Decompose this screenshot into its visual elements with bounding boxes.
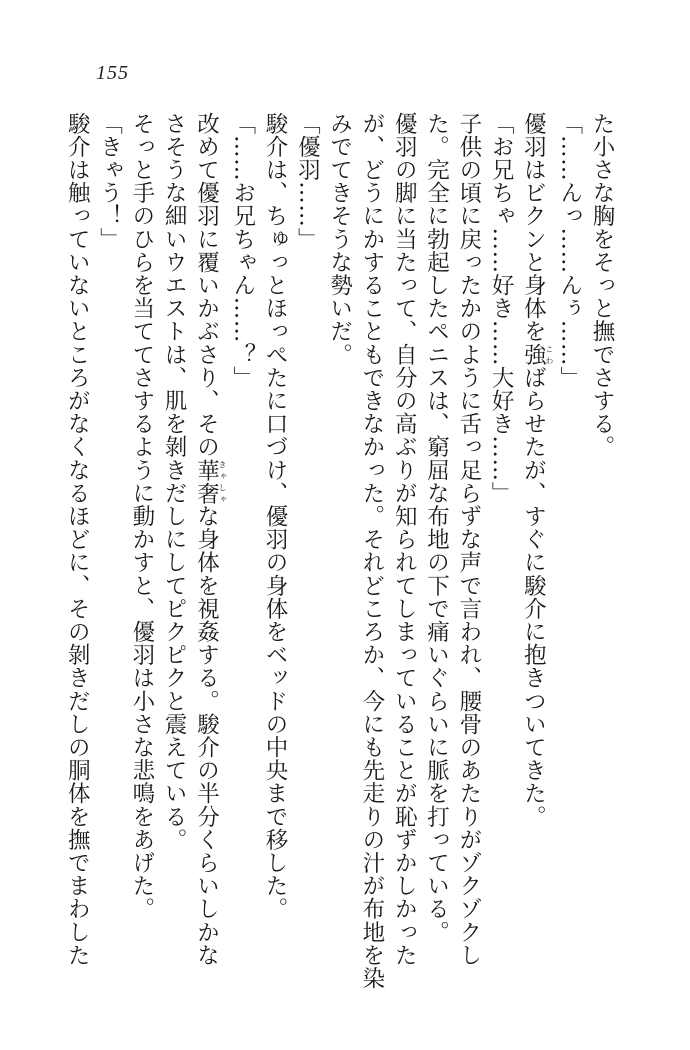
ruby-base: 強 [520,343,547,367]
text-line: 「お兄ちゃ……好き……大好き……」 [488,112,515,505]
text-line-with-ruby [517,112,553,1032]
text-line: そっと手のひらを当ててさするように動かすと、優羽は小さな悲鳴をあげた。 [128,112,155,921]
text-segment: な身体を視姦する。駿介の半分くらいしかな [193,504,220,967]
text-line: た小さな胸をそっと撫でさする。 [589,112,615,459]
text-line: 優羽の脚に当たって、自分の高ぶりが知られてしまっていることが恥ずかしかった [391,112,418,967]
page-number: 155 [96,62,129,84]
text-line: 駿介は、ちゅっとほっぺたに口づけ、優羽の身体をベッドの中央まで移した。 [262,112,289,921]
text-line: 「……お兄ちゃん……？」 [229,112,256,390]
text-line: が、どうにかすることもできなかった。それどころか、今にも先走りの汁が布地を染 [358,112,385,990]
text-segment: 優羽はビクンと身体を [520,112,547,343]
ruby-annotation [520,343,554,367]
text-line: みでてきそうな勢いだ。 [326,112,353,367]
text-line: 「きゃう！」 [96,112,123,251]
text-segment: 改めて優羽に覆いかぶさり、その [193,112,220,459]
ruby-reading: こわ [544,343,554,367]
ruby-reading: きゃしゃ [217,458,227,505]
vertical-text-body [61,112,618,1032]
text-line: 駿介は触っていないところがなくなるほどに、その剝きだしの胴体を撫でまわした [64,112,91,967]
text-line-with-ruby [190,112,226,1032]
text-segment: ばらせたが、すぐに駿介に抱きついてきた。 [520,366,547,829]
text-line: さそうな細いウエストは、肌を剝きだしにしてピクピクと震えている。 [161,112,188,852]
text-line: た。完全に勃起したペニスは、窮屈な布地の下で痛いぐらいに脈を打っている。 [423,112,450,944]
text-line: 子供の頃に戻ったかのように舌っ足らずな声で言われ、腰骨のあたりがゾクゾクし [455,112,482,967]
ruby-base: 華奢 [193,458,220,505]
text-line: 「……んっ……んぅ……」 [556,112,583,390]
text-line: 「優羽……」 [294,112,321,251]
ruby-annotation [193,458,227,505]
